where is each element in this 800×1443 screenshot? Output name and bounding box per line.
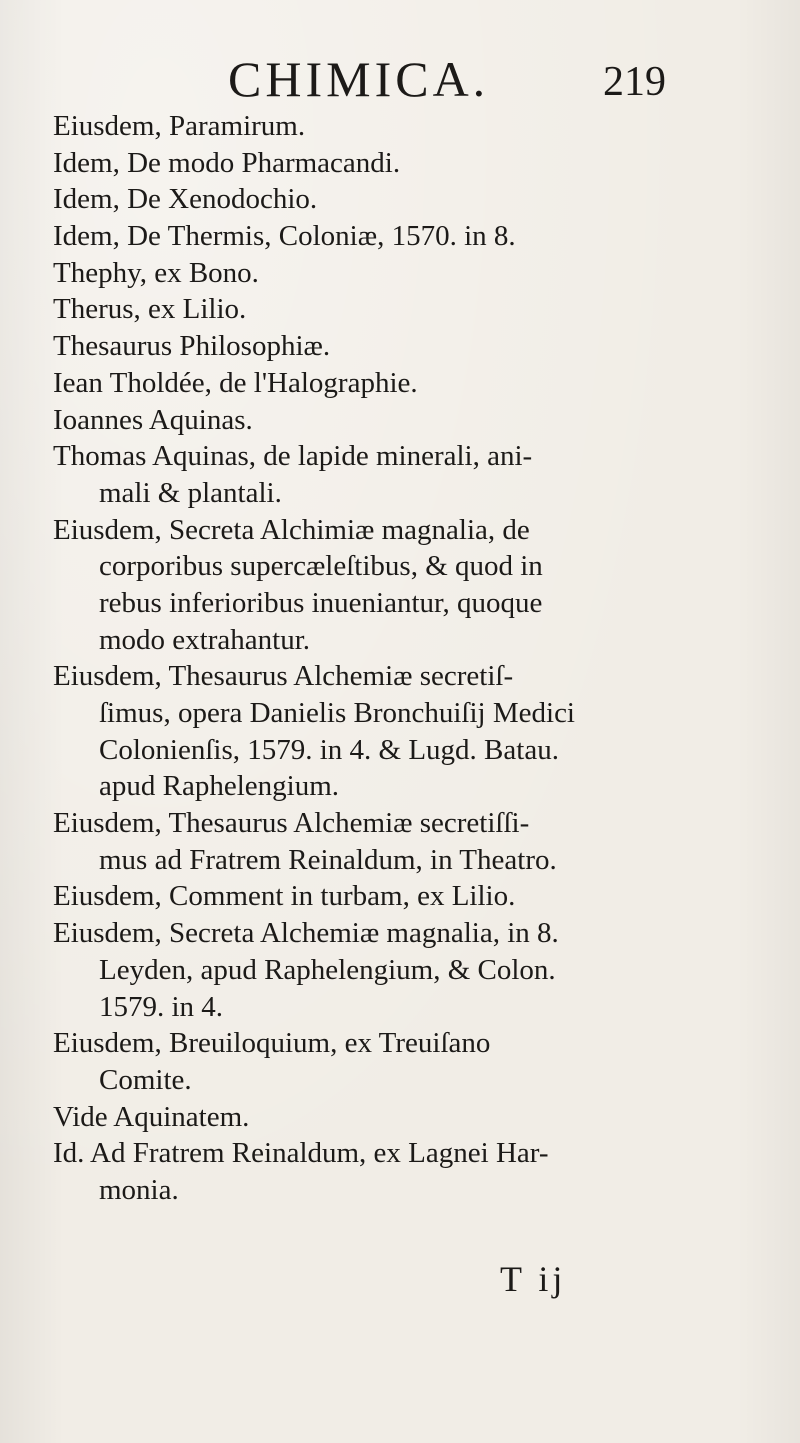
text-line-continuation: apud Raphelengium. <box>99 770 340 803</box>
text-line-continuation: 1579. in 4. <box>99 990 224 1023</box>
text-line-continuation: Comite. <box>99 1063 192 1096</box>
text-line: Eiusdem, Thesaurus Alchemiæ secretiſſi- <box>53 807 530 840</box>
page-footer <box>0 1258 800 1308</box>
page-body <box>53 108 743 1209</box>
text-line: Thesaurus Philosophiæ. <box>53 330 331 363</box>
text-line: Thephy, ex Bono. <box>53 256 259 289</box>
text-line: Eiusdem, Paramirum. <box>53 110 306 142</box>
page-number: 219 <box>603 59 666 105</box>
text-line: Eiusdem, Comment in turbam, ex Lilio. <box>53 880 516 913</box>
text-line: Ioannes Aquinas. <box>53 403 253 436</box>
text-line-continuation: Colonienſis, 1579. in 4. & Lugd. Batau. <box>99 733 559 766</box>
text-line: Eiusdem, Secreta Alchimiæ magnalia, de <box>53 513 530 546</box>
text-line-continuation: rebus inferioribus inueniantur, quoque <box>99 586 543 619</box>
text-line-continuation: mali & plantali. <box>99 476 282 509</box>
text-line: Therus, ex Lilio. <box>53 293 247 326</box>
text-line: Idem, De modo Pharmacandi. <box>53 146 401 179</box>
text-line-continuation: monia. <box>99 1173 179 1206</box>
text-line: Eiusdem, Thesaurus Alchemiæ secretiſ- <box>53 660 514 693</box>
text-line: Idem, De Thermis, Coloniæ, 1570. in 8. <box>53 220 516 253</box>
text-line-continuation: modo extrahantur. <box>99 623 311 656</box>
text-line-continuation: mus ad Fratrem Reinaldum, in Theatro. <box>99 843 557 876</box>
text-line-continuation: corporibus supercæleſtibus, & quod in <box>99 550 543 583</box>
page-header <box>0 48 800 108</box>
text-line: Idem, De Xenodochio. <box>53 183 318 216</box>
text-line-continuation: ſimus, opera Danielis Bronchuiſij Medici <box>99 697 575 729</box>
text-line: Iean Tholdée, de l'Halographie. <box>53 366 418 399</box>
text-line: Eiusdem, Breuiloquium, ex Treuiſano <box>53 1027 491 1060</box>
signature-mark: T ij <box>500 1259 567 1299</box>
text-line-continuation: Leyden, apud Raphelengium, & Colon. <box>99 953 556 986</box>
text-line: Vide Aquinatem. <box>53 1100 250 1133</box>
text-line: Id. Ad Fratrem Reinaldum, ex Lagnei Har- <box>53 1137 549 1170</box>
text-line: Thomas Aquinas, de lapide minerali, ani- <box>53 440 533 473</box>
text-line: Eiusdem, Secreta Alchemiæ magnalia, in 8. <box>53 917 559 950</box>
running-title: CHIMICA. <box>228 51 490 107</box>
